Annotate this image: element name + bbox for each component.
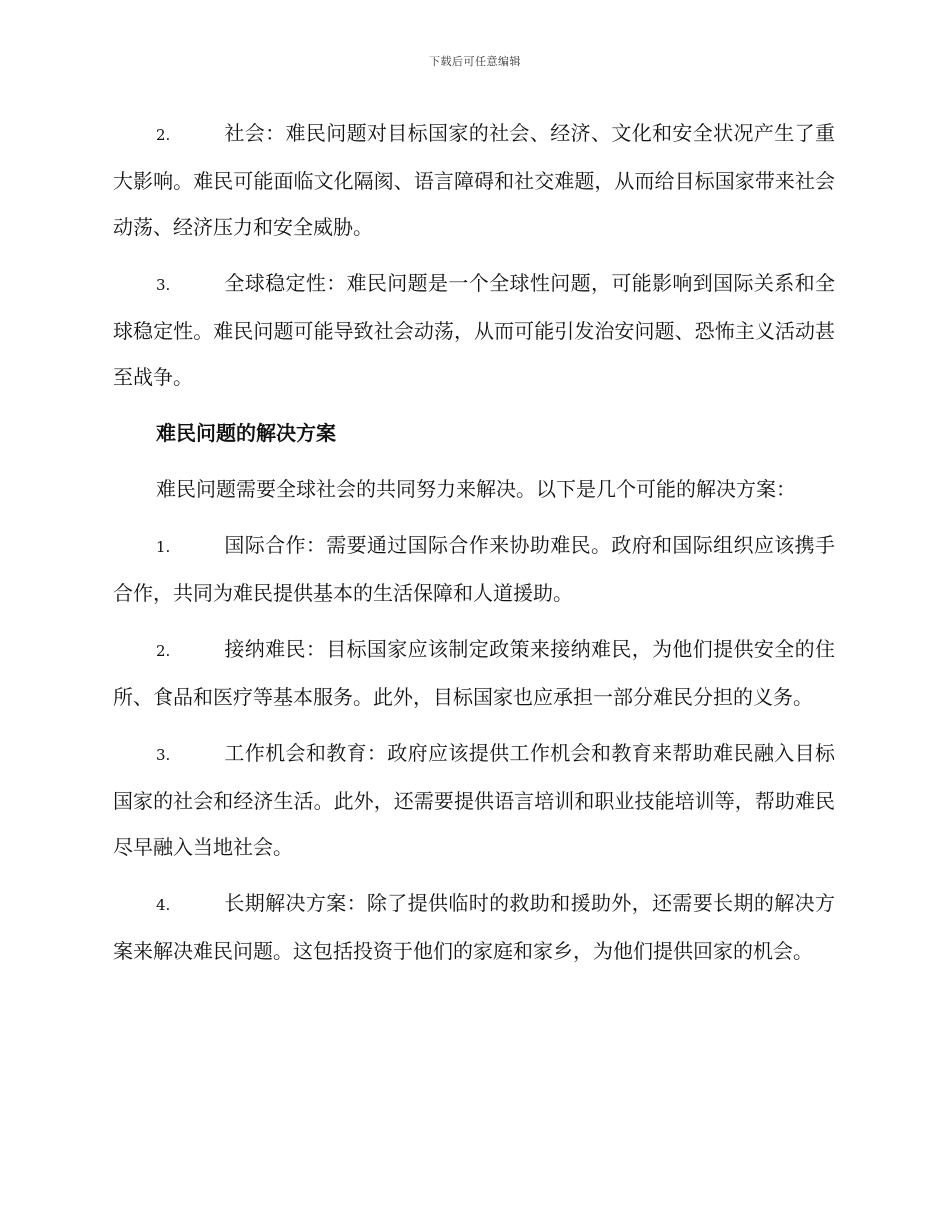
list-item-text: 接纳难民：目标国家应该制定政策来接纳难民，为他们提供安全的住所、食品和医疗等基本服务。此外，目标国家也应承担一部分难民分担的义务。: [113, 637, 835, 709]
list-number: 1.: [156, 538, 171, 556]
list-item-text: 工作机会和教育：政府应该提供工作机会和教育来帮助难民融入目标国家的社会和经济生活。此外，还需要提供语言培训和职业技能培训等，帮助难民尽早融入当地社会。: [113, 741, 835, 859]
list-number: 2.: [156, 126, 171, 144]
solution-item-long-term: [113, 880, 835, 974]
section-heading: 难民问题的解决方案: [156, 421, 336, 445]
solution-item-jobs-education: [113, 730, 835, 870]
solution-item-international-cooperation: [113, 522, 835, 616]
solution-item-accept-refugees: [113, 626, 835, 720]
intro-paragraph: 难民问题需要全球社会的共同努力来解决。以下是几个可能的解决方案：: [156, 477, 796, 501]
list-item-text: 国际合作：需要通过国际合作来协助难民。政府和国际组织应该携手合作，共同为难民提供基本的生活保障和人道援助。: [113, 533, 835, 605]
page-header: 下载后可任意编辑: [429, 55, 521, 68]
list-item-text: 全球稳定性：难民问题是一个全球性问题，可能影响到国际关系和全球稳定性。难民问题可能导致社会动荡，从而可能引发治安问题、恐怖主义活动甚至战争。: [113, 271, 835, 389]
list-number: 4.: [156, 896, 171, 914]
impact-item-society: [113, 110, 835, 250]
list-number: 3.: [156, 746, 171, 764]
document-body: [113, 110, 835, 984]
impact-item-global-stability: [113, 260, 835, 400]
list-number: 2.: [156, 642, 171, 660]
list-item-text: 长期解决方案：除了提供临时的救助和援助外，还需要长期的解决方案来解决难民问题。这包括投资于他们的家庭和家乡，为他们提供回家的机会。: [113, 891, 835, 963]
list-item-text: 社会：难民问题对目标国家的社会、经济、文化和安全状况产生了重大影响。难民可能面临文化隔阂、语言障碍和社交难题，从而给目标国家带来社会动荡、经济压力和安全威胁。: [113, 121, 835, 239]
list-number: 3.: [156, 276, 171, 294]
